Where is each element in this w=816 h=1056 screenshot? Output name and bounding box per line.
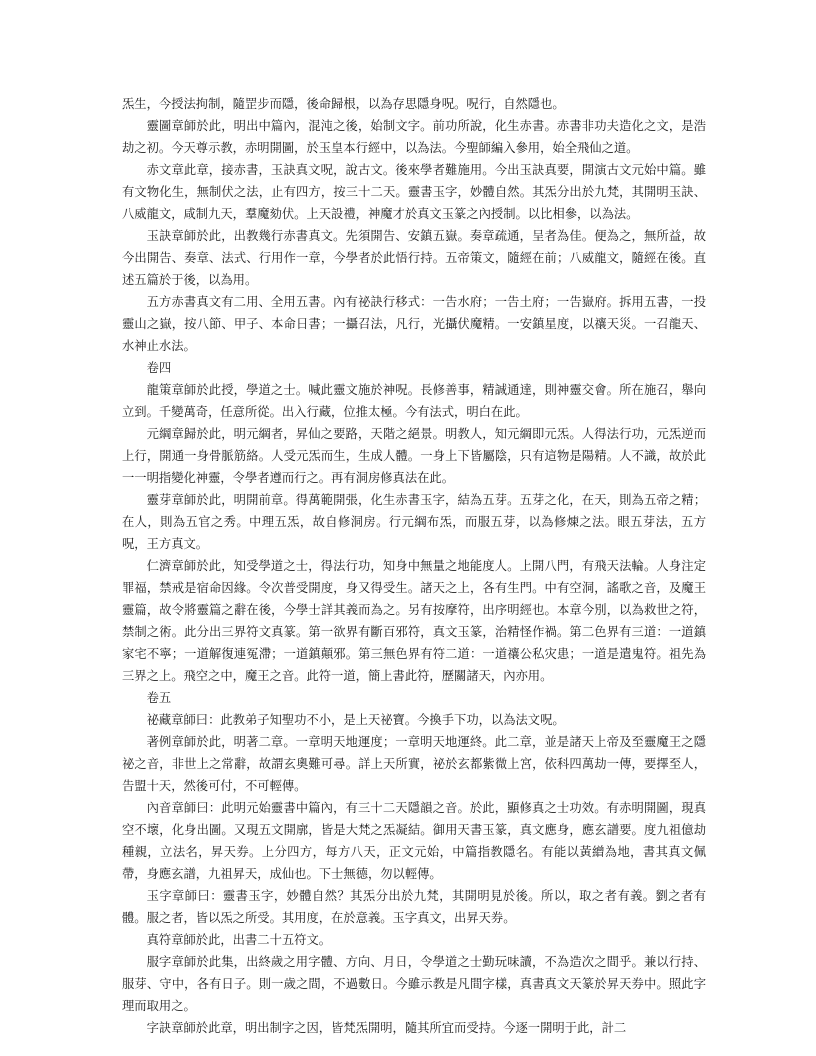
paragraph-lingya: 靈芽章師於此，明開前章。得萬範開張，化生赤書玉字，結為五芽。五芽之化，在天，則為五帝之精；在人，則為五官之秀。中理五炁，故自修洞房。行元綱布炁，而服五芽，以為修煉之法。眼五芽法，五方呪，王方真文。 xyxy=(122,493,706,551)
paragraph-yujue: 玉訣章師於此，出教幾行赤書真文。先須開告、安鎮五嶽。奏章疏通，呈者為佳。便為之，無所益，故今出開告、奏章、法式、行用作一章，今學者於此悟行持。五帝策文，隨經在前；八威龍文，隨經在後。直述五篇於于後，以為用。 xyxy=(122,229,706,287)
paragraph-yuangang: 元綱章歸於此，明元綱者，昇仙之要路，天階之絕景。明教人，知元綱即元炁。人得法行功，元炁逆而上行，開通一身骨脈筋絡。人受元炁而生，生成人體。一身上下皆屬陰，只有這物是陽精。人不識，故於此一一明指變化神靈，令學者遵而行之。再有洞房修真法在此。 xyxy=(122,427,706,485)
volume-heading-4: 卷四 xyxy=(146,361,172,375)
paragraph-lingtu: 靈圖章師於此，明出中篇內，混沌之後，始制文字。前功所說，化生赤書。赤書非功夫造化之文，是浩劫之初。今天尊示教，赤明開圖，於玉皇本行經中，以為法。今聖師編入參用，始全飛仙之道。 xyxy=(122,119,706,155)
volume-heading-5: 卷五 xyxy=(146,691,172,705)
paragraph-1: 炁生，今授法拘制，隨罡步而隱，後命歸根，以為存思隱身呪。呪行，自然隱也。 xyxy=(122,97,565,111)
paragraph-micang: 祕藏章師曰：此教弟子知聖功不小，是上天祕寶。今換手下功，以為法文呪。 xyxy=(146,713,565,727)
paragraph-zhuli: 著例章師於此，明著二章。一章明天地運度；一章明天地運終。此二章，並是諸天上帝及至靈魔王之隱祕之音，非世上之常辭，故謂玄奧難可尋。詳上天所實，祕於玄都紫微上宮，依科四萬劫一傳，要擇至人，告盟十天，然後可付，不可輕傳。 xyxy=(122,735,706,793)
paragraph-zhenfu: 真符章師於此，出書二十五符文。 xyxy=(146,933,332,947)
paragraph-neiyin: 內音章師曰：此明元始靈書中篇內，有三十二天隱韻之音。於此，顯修真之士功效。有赤明開圖，現真空不壞，化身出圖。又現五文開廓，皆是大梵之炁凝結。御用天書玉篆，真文應身，應玄譜要。度九祖億劫種親，立法名，昇天券。上分四方，每方八天，正文元始，中篇指教隱名。有能以黃繒為地，書其真文佩帶，身應玄譜，九祖昇天，成仙也。下士無德，勿以輕傳。 xyxy=(122,801,706,881)
paragraph-zijue: 字訣章師於此章，明出制字之因，皆梵炁開明，隨其所宜而受持。今逐一開明于此，計二 xyxy=(146,1021,627,1035)
paragraph-chiwen: 赤文章此章，接赤書，玉訣真文呪，說古文。後來學者難施用。今出玉訣真要，開演古文元始中篇。雖有文物化生，無制伏之法，止有四方，按三十二天。靈書玉字，妙體自然。其炁分出於九梵，其開明玉訣、八威龍文，咸制九天，羣魔劾伏。上天設禮，神魔才於真文玉篆之內授制。以比相參，以為法。 xyxy=(122,163,706,221)
paragraph-renji: 仁濟章師於此，知受學道之士，得法行功，知身中無量之地能度人。上開八門，有飛天法輪。人身注定罪福，禁戒是宿命因緣。令次普受開度，身又得受生。諸天之上，各有生門。中有空洞，謠歌之音，及魔王靈篇，故令將靈篇之辭在後，今學士詳其義而為之。另有按摩符，出序明經也。本章今別，以為救世之符，禁制之術。此分出三界符文真篆。第一欲界有斷百邪符，真文玉篆，治精怪作禍。第二色界有三道：一道鎮家宅不寧；一道解復連冤滯；一道鎮顛邪。第三無色界有符二道：一道禳公私灾患；一道是遣鬼符。祖先為三界之上。飛空之中，魔王之音。此符一道，簡上書此符，歷關諸天，內亦用。 xyxy=(122,559,706,683)
paragraph-longce: 龍策章師於此授，學道之士。喊此靈文施於神呪。長修善事，精誠通達，則神靈交會。所在施召，舉向立到。千變萬奇，任意所從。出入行藏，位推太極。今有法式，明白在此。 xyxy=(122,383,706,419)
paragraph-yuzi: 玉字章師曰：靈書玉字，妙體自然？其炁分出於九梵，其開明見於後。所以，取之者有義。劉之者有體。服之者，皆以炁之所受。其用度，在於意義。玉字真文，出昇天券。 xyxy=(122,889,706,925)
paragraph-fuzi: 服字章師於此集，出終歲之用字體、方向、月日，令學道之士勤玩味讀，不為造次之間乎。兼以行持、服芽、守中，各有日子。則一歲之間，不過數日。今雖示教是凡間字樣，真書真文天篆於昇天券中。照此字理而取用之。 xyxy=(122,955,706,1013)
paragraph-wufang: 五方赤書真文有二用、全用五書。內有祕訣行移式：一告水府；一告土府；一告嶽府。拆用五書，一投靈山之嶽，按八節、甲子、本命日書；一攝召法，凡行，光攝伏魔精。一安鎮星度，以禳天災。一召龍天、水神止水法。 xyxy=(122,295,706,353)
